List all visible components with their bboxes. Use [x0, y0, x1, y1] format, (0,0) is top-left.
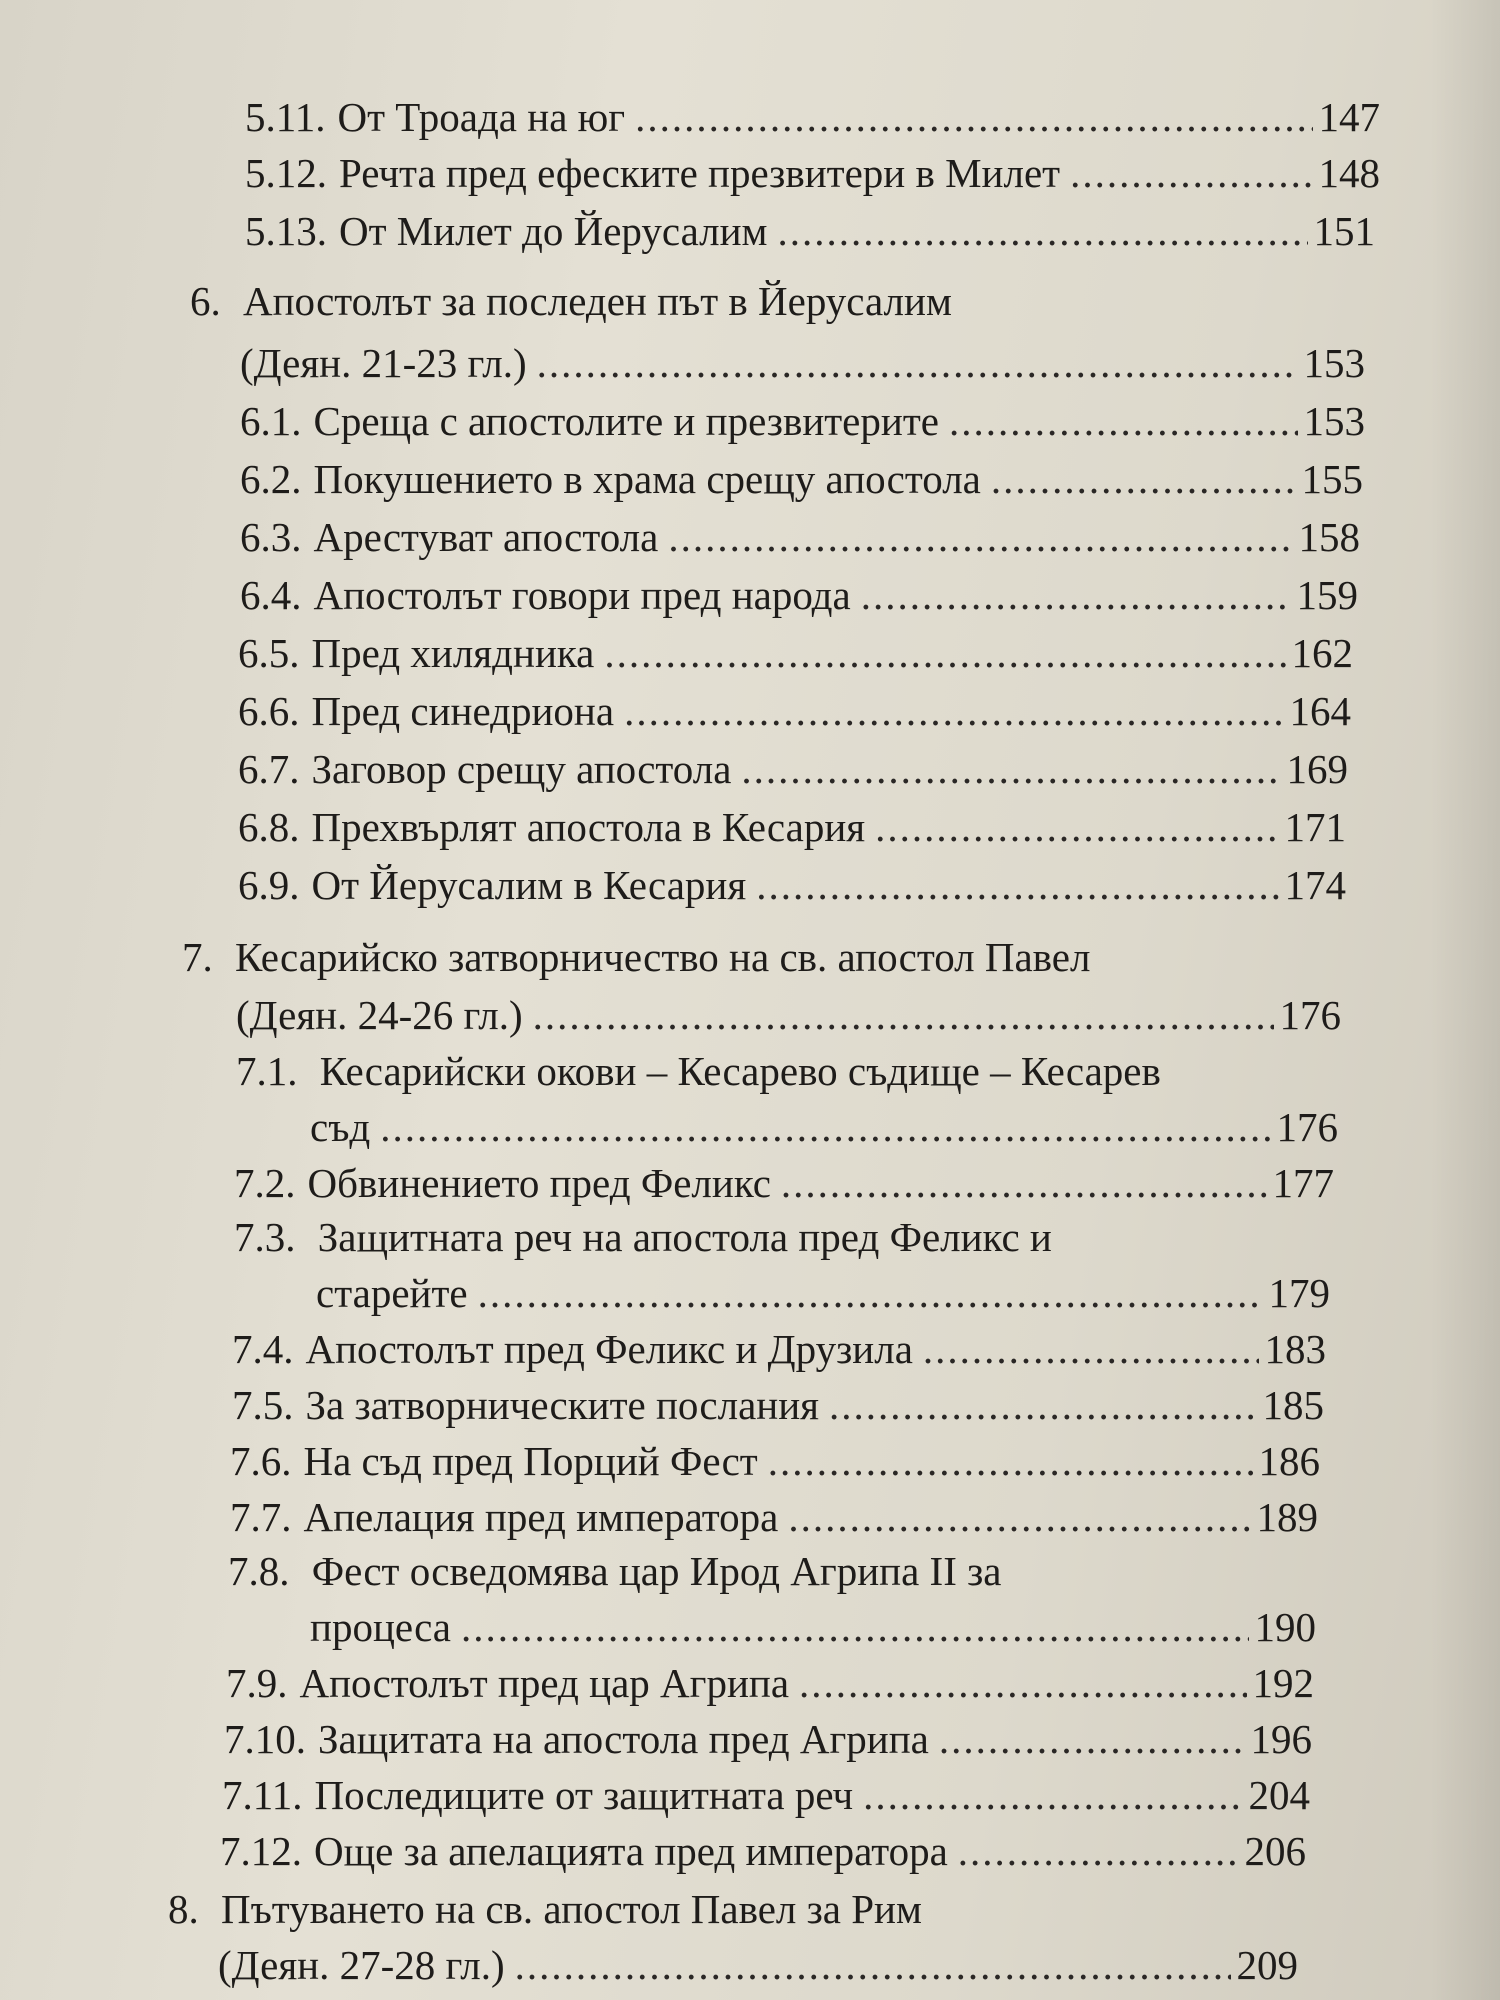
chapter-subtitle: (Деян. 24-26 гл.)	[236, 992, 523, 1038]
entry-number: 6.6.	[238, 688, 300, 734]
entry-page: 185	[1262, 1382, 1324, 1428]
toc-entry-6-2	[240, 454, 1363, 504]
entry-title-continued: съд	[310, 1104, 371, 1150]
dot-leader	[991, 454, 1296, 504]
toc-entry-7-6	[230, 1436, 1320, 1486]
entry-title: Среща с апостолите и презвитерите	[313, 398, 939, 444]
entry-title: Апелация пред императора	[303, 1494, 779, 1540]
entry-page: 155	[1301, 456, 1363, 502]
entry-title: Апостолът пред Феликс и Друзила	[305, 1326, 913, 1372]
entry-number: 6.7.	[238, 746, 300, 792]
entry-number: 6.3.	[240, 514, 302, 560]
dot-leader	[533, 990, 1274, 1040]
chapter-subtitle: (Деян. 21-23 гл.)	[240, 340, 527, 386]
entry-number: 7.7.	[230, 1494, 292, 1540]
dot-leader	[863, 1770, 1242, 1820]
entry-number: 7.10.	[224, 1716, 306, 1762]
entry-title: Покушението в храма срещу апостола	[313, 456, 981, 502]
entry-page: 192	[1252, 1660, 1314, 1706]
entry-page: 177	[1272, 1160, 1334, 1206]
dot-leader	[756, 860, 1278, 910]
toc-entry-7-8	[310, 1602, 1316, 1652]
entry-page: 147	[1318, 94, 1380, 140]
chapter-number: 6.	[190, 278, 221, 324]
entry-title: Апостолът говори пред народа	[313, 572, 851, 618]
entry-page: 209	[1236, 1942, 1298, 1988]
entry-page: 153	[1303, 398, 1365, 444]
entry-page: 183	[1264, 1326, 1326, 1372]
entry-number: 7.11.	[222, 1772, 303, 1818]
toc-entry-7-4	[232, 1324, 1326, 1374]
entry-number: 7.4.	[232, 1326, 294, 1372]
dot-leader	[861, 570, 1291, 620]
entry-title: Речта пред ефеските презвитери в Милет	[339, 150, 1061, 196]
toc-chapter-7	[236, 990, 1341, 1040]
dot-leader	[875, 802, 1278, 852]
entry-number: 6.9.	[238, 862, 300, 908]
entry-number: 7.3.	[234, 1214, 296, 1260]
dot-leader	[668, 512, 1292, 562]
entry-title: От Йерусалим в Кесария	[311, 862, 747, 908]
entry-number: 7.12.	[220, 1828, 302, 1874]
dot-leader	[768, 1436, 1253, 1486]
entry-title: От Троада на юг	[337, 94, 626, 140]
entry-title: Прехвърлят апостола в Кесария	[311, 804, 866, 850]
toc-entry-7-5	[232, 1380, 1324, 1430]
entry-page: 206	[1244, 1828, 1306, 1874]
entry-number: 7.9.	[226, 1660, 288, 1706]
entry-page: 153	[1303, 340, 1365, 386]
entry-page: 196	[1250, 1716, 1312, 1762]
entry-page: 186	[1258, 1438, 1320, 1484]
dot-leader	[515, 1940, 1231, 1990]
entry-page: 179	[1268, 1270, 1330, 1316]
page-edge-shadow	[1430, 0, 1500, 2000]
toc-entry-7-3	[316, 1268, 1330, 1318]
entry-page: 204	[1248, 1772, 1310, 1818]
dot-leader	[958, 1826, 1239, 1876]
dot-leader	[635, 92, 1312, 142]
dot-leader	[777, 206, 1307, 256]
toc-entry-7-2	[234, 1158, 1334, 1208]
dot-leader	[741, 744, 1280, 794]
dot-leader	[624, 686, 1283, 736]
entry-page: 176	[1276, 1104, 1338, 1150]
entry-title-continued: старейте	[316, 1270, 468, 1316]
dot-leader	[537, 338, 1298, 388]
dot-leader	[923, 1324, 1259, 1374]
toc-entry-7-12	[220, 1826, 1306, 1876]
entry-number: 6.5.	[238, 630, 300, 676]
entry-title: Пред хилядника	[311, 630, 595, 676]
entry-number: 6.1.	[240, 398, 302, 444]
entry-number: 6.8.	[238, 804, 300, 850]
entry-page: 169	[1286, 746, 1348, 792]
entry-title: На съд пред Порций Фест	[303, 1438, 758, 1484]
toc-chapter-8-heading	[168, 1884, 922, 1934]
toc-chapter-6-heading	[190, 276, 952, 326]
entry-title: За затворническите послания	[305, 1382, 820, 1428]
dot-leader	[781, 1158, 1267, 1208]
toc-chapter-6	[240, 338, 1365, 388]
toc-entry-7-8-line1	[228, 1546, 1002, 1596]
toc-entry-7-10	[224, 1714, 1312, 1764]
entry-number: 6.4.	[240, 572, 302, 618]
chapter-number: 7.	[182, 934, 213, 980]
chapter-number: 8.	[168, 1886, 199, 1932]
toc-entry-7-11	[222, 1770, 1310, 1820]
entry-page: 148	[1318, 150, 1380, 196]
entry-page: 151	[1313, 208, 1375, 254]
entry-title: Пред синедриона	[311, 688, 615, 734]
dot-leader	[380, 1102, 1270, 1152]
entry-title: Последиците от защитната реч	[314, 1772, 854, 1818]
dot-leader	[799, 1658, 1246, 1708]
toc-entry-7-7	[230, 1492, 1318, 1542]
entry-number: 7.1.	[236, 1048, 298, 1094]
chapter-title: Кесарийско затворничество на св. апостол Павел	[235, 934, 1091, 980]
toc-entry-6-4	[240, 570, 1358, 620]
dot-leader	[1070, 148, 1312, 198]
dot-leader	[949, 396, 1298, 446]
entry-number: 7.6.	[230, 1438, 292, 1484]
toc-chapter-8	[218, 1940, 1298, 1990]
toc-entry-6-6	[238, 686, 1351, 736]
entry-page: 174	[1284, 862, 1346, 908]
entry-number: 7.8.	[228, 1548, 290, 1594]
entry-page: 164	[1289, 688, 1351, 734]
toc-entry-5-11	[245, 92, 1380, 142]
toc-entry-6-7	[238, 744, 1348, 794]
entry-title: Апостолът пред цар Агрипа	[299, 1660, 790, 1706]
entry-page: 162	[1291, 630, 1353, 676]
toc-entry-7-1	[310, 1102, 1338, 1152]
entry-number: 5.11.	[245, 94, 326, 140]
entry-title: От Милет до Йерусалим	[339, 208, 768, 254]
entry-title: Кесарийски окови – Кесарево съдище – Кесарев	[319, 1048, 1161, 1094]
toc-chapter-7-heading	[182, 932, 1090, 982]
chapter-title: Пътуването на св. апостол Павел за Рим	[221, 1886, 922, 1932]
entry-title: Заговор срещу апостола	[311, 746, 732, 792]
toc-entry-7-1-line1	[236, 1046, 1161, 1096]
toc-entry-5-13	[245, 206, 1375, 256]
dot-leader	[604, 628, 1285, 678]
entry-page: 190	[1254, 1604, 1316, 1650]
entry-number: 6.2.	[240, 456, 302, 502]
entry-page: 189	[1256, 1494, 1318, 1540]
toc-entry-7-3-line1	[234, 1212, 1052, 1262]
toc-entry-5-12	[245, 148, 1380, 198]
entry-title: Още за апелацията пред императора	[314, 1828, 948, 1874]
chapter-subtitle: (Деян. 27-28 гл.)	[218, 1942, 505, 1988]
entry-page: 171	[1284, 804, 1346, 850]
entry-number: 5.13.	[245, 208, 327, 254]
dot-leader	[478, 1268, 1263, 1318]
toc-entry-6-3	[240, 512, 1360, 562]
toc-entry-6-8	[238, 802, 1346, 852]
entry-title: Фест осведомява цар Ирод Агрипа II за	[311, 1548, 1002, 1594]
dot-leader	[788, 1492, 1250, 1542]
entry-page: 159	[1296, 572, 1358, 618]
entry-page: 176	[1279, 992, 1341, 1038]
entry-title: Защитната реч на апостола пред Феликс и	[317, 1214, 1052, 1260]
entry-number: 7.2.	[234, 1160, 296, 1206]
dot-leader	[461, 1602, 1249, 1652]
entry-number: 5.12.	[245, 150, 327, 196]
entry-title: Арестуват апостола	[313, 514, 659, 560]
dot-leader	[829, 1380, 1256, 1430]
entry-title-continued: процеса	[310, 1604, 451, 1650]
dot-leader	[939, 1714, 1245, 1764]
chapter-title: Апостолът за последен път в Йерусалим	[243, 278, 952, 324]
toc-entry-7-9	[226, 1658, 1314, 1708]
entry-title: Обвинението пред Феликс	[307, 1160, 771, 1206]
toc-entry-6-1	[240, 396, 1365, 446]
entry-title: Защитата на апостола пред Агрипа	[318, 1716, 929, 1762]
entry-number: 7.5.	[232, 1382, 294, 1428]
toc-entry-6-5	[238, 628, 1353, 678]
toc-entry-6-9	[238, 860, 1346, 910]
entry-page: 158	[1298, 514, 1360, 560]
